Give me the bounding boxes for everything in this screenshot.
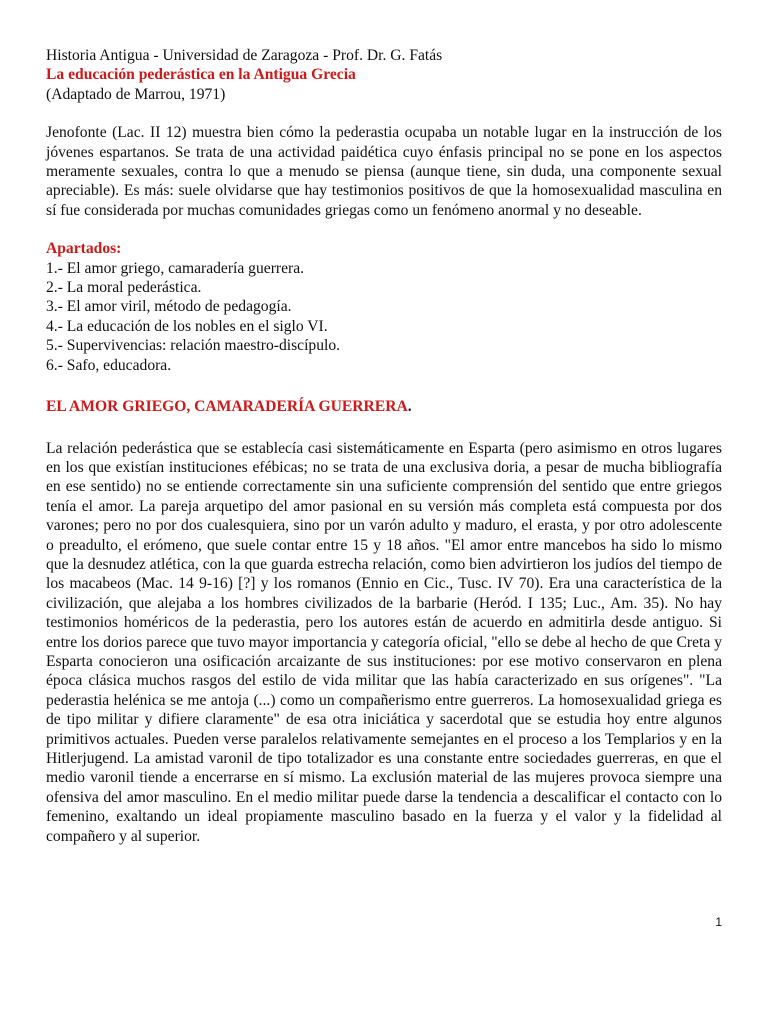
document-title: La educación pederástica en la Antigua Grecia [46,66,356,84]
section-heading-text: EL AMOR GRIEGO, CAMARADERÍA GUERRERA [46,398,408,416]
page-number: 1 [715,915,722,929]
intro-paragraph: Jenofonte (Lac. II 12) muestra bien cómo la pederastia ocupaba un notable lugar en la instrucción de los jóvenes espartanos. Se trata de una actividad paidética cuyo énfasis principal no se pone en los aspectos meramente sexuales, contra lo que a menudo se piensa (aunque tiene, sin duda, una componente sexual apreciable). Es más: suele olvidarse que hay testimonios positivos de que la homosexualidad masculina en sí fue considerada por muchas comunidades griegas como un fenómeno anormal y no deseable. [46,124,722,219]
section-heading [46,397,722,416]
list-item: 1.- El amor griego, camaradería guerrera. [46,259,305,277]
list-item: 3.- El amor viril, método de pedagogía. [46,298,292,316]
sections-label: Apartados: [46,240,122,258]
section-heading-punct: . [407,398,412,416]
list-item: 2.- La moral pederástica. [46,279,202,297]
source-note: (Adaptado de Marrou, 1971) [46,85,226,103]
document-page [46,46,722,846]
list-item: 4.- La educación de los nobles en el siglo VI. [46,317,328,335]
sections-list [46,259,722,375]
course-line: Historia Antigua - Universidad de Zaragoza - Prof. Dr. G. Fatás [46,47,443,64]
section-body-paragraph: La relación pederástica que se establecía casi sistemáticamente en Esparta (pero asimismo en otros lugares en los que existían instituciones efébicas; no se trata de una exclusiva doria, a pesar de mucha bibliografía en ese sentido) no se entiende correctamente sin una suficiente comprensión del sentido que entre griegos tenía el amor. La pareja arquetipo del amor pasional en su versión más completa está compuesta por dos varones; pero no por dos cualesquiera, sino por un varón adulto y maduro, el erasta, y por otro adolescente o preadulto, el erómeno, que suele contar entre 15 y 18 años. "El amor entre mancebos ha sido lo mismo que la desnudez atlética, con la que guarda estrecha relación, como bien advirtieron los judíos del tiempo de los macabeos (Mac. 14 9-16) [?] y los romanos (Ennio en Cic., Tusc. IV 70). Era una característica de la civilización, que alejaba a los hombres civilizados de la barbarie (Heród. I 135; Luc., Am. 35). No hay testimonios homéricos de la pederastia, pero los autores están de acuerdo en admitirla desde antiguo. Si entre los dorios parece que tuvo mayor importancia y categoría oficial, "ello se debe al hecho de que Creta y Esparta conocieron una osificación arcaizante de sus instituciones: por ese motivo conservaron en plena época clásica muchos rasgos del estilo de vida militar que las había caracterizado en sus orígenes". "La pederastia helénica se me antoja (...) como un compañerismo entre guerreros. La homosexualidad griega es de tipo militar y difiere claramente" de esa otra iniciática y sacerdotal que se estudia hoy entre algunos primitivos actuales. Pueden verse paralelos relativamente semejantes en el proceso a los Templarios y en la Hitlerjugend. La amistad varonil de tipo totalizador es una constante entre sociedades guerreras, en que el medio varonil tiende a encerrarse en sí mismo. La exclusión material de las mujeres provoca siempre una ofensiva del amor masculino. En el medio militar puede darse la tendencia a descalificar el contacto con lo femenino, exaltando un ideal propiamente masculino basado en la fuerza y el valor y la fidelidad al compañero y al superior. [46,439,722,845]
list-item: 5.- Supervivencias: relación maestro-discípulo. [46,337,341,355]
list-item: 6.- Safo, educadora. [46,356,172,374]
